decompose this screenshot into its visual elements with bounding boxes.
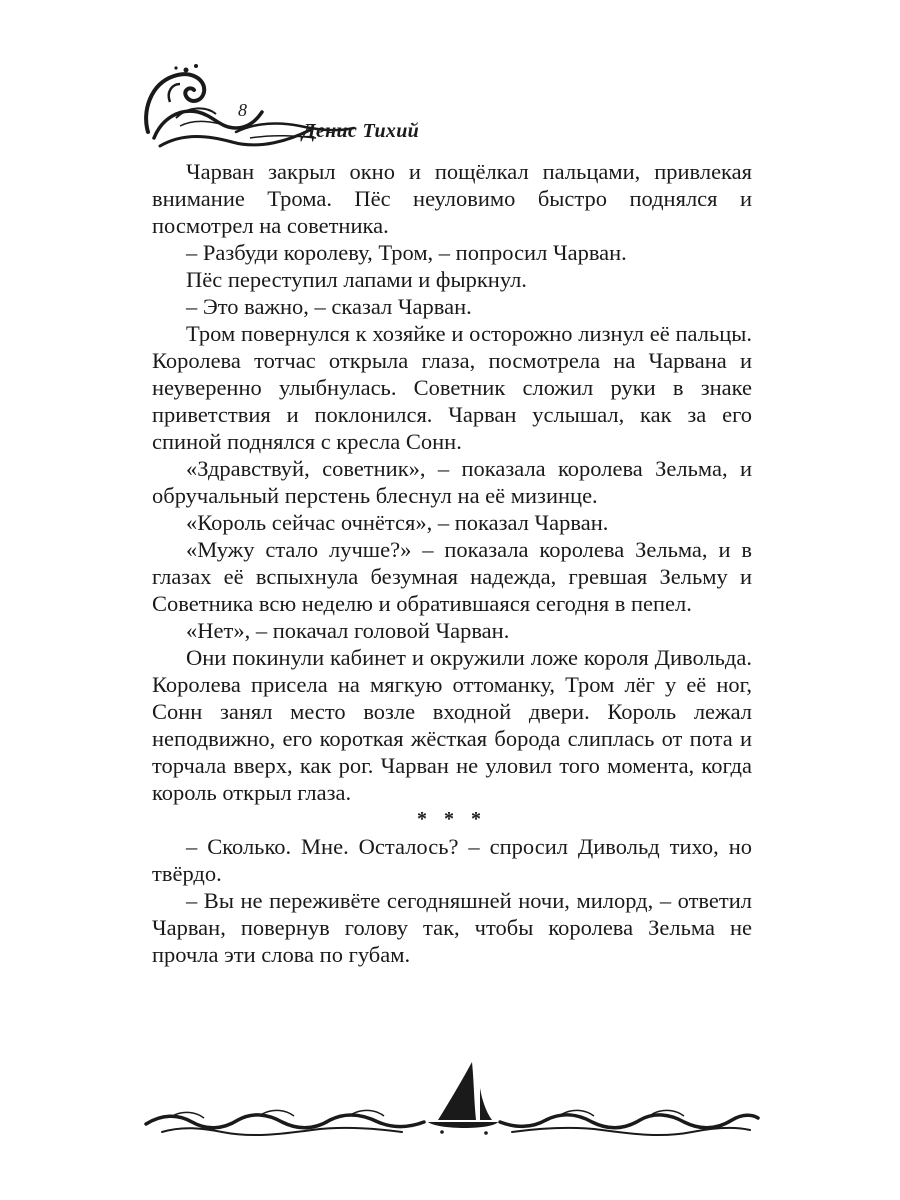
paragraph: «Король сейчас очнётся», – показал Чарван. [186, 510, 609, 535]
wave-ornament-icon [140, 62, 760, 152]
paragraph: Они покинули кабинет и окружили ложе короля Дивольда. Королева присела на мягкую оттоманку, Тром лёг у её ног, Сонн занял место возле входной двери. Король лежал неподвижно, его короткая жёсткая борода слиплась от пота и торчала вверх, как рог. Чарван не уловил того момента, когда король открыл глаза. [152, 645, 752, 805]
paragraph: – Это важно, – сказал Чарван. [186, 294, 472, 319]
paragraph: Тром повернулся к хозяйке и осторожно лизнул её пальцы. Королева тотчас открыла глаза, посмотрела на Чарвана и неуверенно улыбнулась. Советник сложил руки в знаке приветствия и поклонился. Чарван услышал, как за его спиной поднялся с кресла Сонн. [152, 321, 752, 454]
paragraph: – Разбуди королеву, Тром, – попросил Чарван. [186, 240, 627, 265]
section-separator: * * * [417, 808, 487, 830]
running-header [140, 62, 760, 152]
paragraph: «Здравствуй, советник», – показала королева Зельма, и обручальный перстень блеснул на её мизинце. [152, 456, 752, 508]
paragraph: Пёс переступил лапами и фыркнул. [186, 267, 527, 292]
paragraph: «Нет», – покачал головой Чарван. [186, 618, 510, 643]
body-text [152, 158, 752, 968]
paragraph: – Сколько. Мне. Осталось? – спросил Дивольд тихо, но твёрдо. [152, 834, 752, 886]
sailboat-waves-icon [142, 1058, 762, 1138]
page-number: 8 [238, 100, 247, 120]
paragraph: – Вы не переживёте сегодняшней ночи, милорд, – ответил Чарван, повернув голову так, чтобы королева Зельма не прочла эти слова по губам. [152, 888, 752, 967]
paragraph: «Мужу стало лучше?» – показала королева Зельма, и в глазах её вспыхнула безумная надежда, гревшая Зельму и Советника всю неделю и обратившаяся сегодня в пепел. [152, 537, 752, 616]
footer-ornament [142, 1058, 762, 1138]
author-name: Денис Тихий [302, 120, 420, 142]
paragraph: Чарван закрыл окно и пощёлкал пальцами, привлекая внимание Трома. Пёс неуловимо быстро поднялся и посмотрел на советника. [152, 159, 752, 238]
